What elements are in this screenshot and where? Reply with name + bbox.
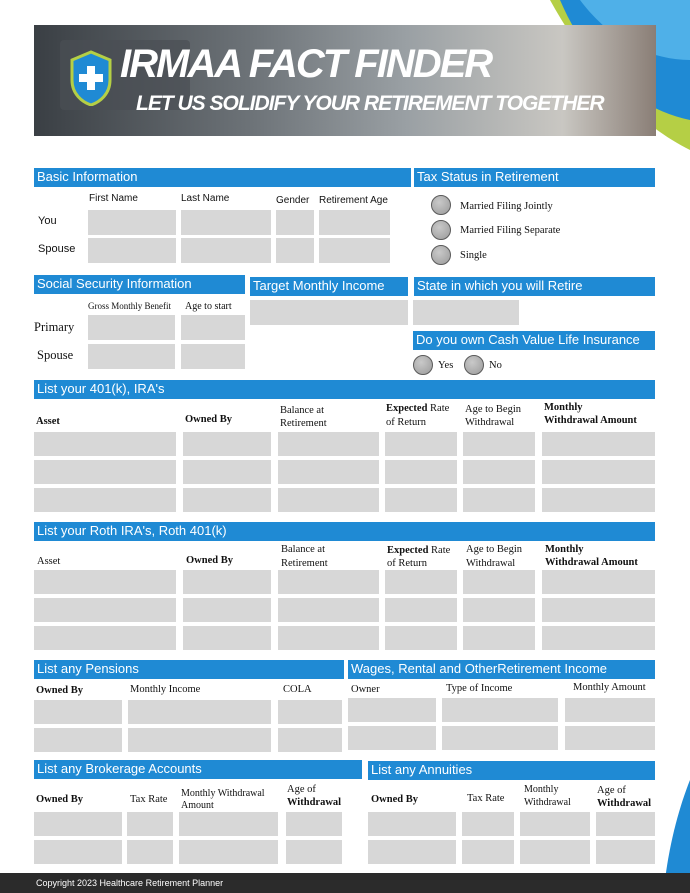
primary-benefit-field[interactable] — [88, 315, 175, 340]
ira-expected-word: Expected — [386, 403, 428, 414]
brokerage-col-owned-by: Owned By — [36, 794, 83, 805]
life-yes-radio[interactable] — [413, 355, 433, 375]
spouse-first-name-field[interactable] — [88, 238, 176, 263]
wages-col-amount: Monthly Amount — [573, 682, 646, 693]
brokerage-col-tax-rate: Tax Rate — [130, 794, 168, 805]
annuities-heading: List any Annuities — [368, 761, 655, 780]
basic-info-heading: Basic Information — [34, 168, 411, 187]
ira-col-return-a — [386, 402, 449, 415]
roth-r3-monthly[interactable] — [542, 626, 655, 650]
ira-r3-return[interactable] — [385, 488, 457, 512]
annuity-r2-owned[interactable] — [368, 840, 456, 864]
footer-copyright: Copyright 2023 Healthcare Retirement Planner — [36, 878, 224, 888]
married-separate-radio[interactable] — [431, 220, 451, 240]
roth-col-monthly-a: Monthly — [545, 544, 584, 555]
header-title: IRMAA FACT FINDER — [120, 42, 492, 86]
roth-col-asset: Asset — [37, 556, 61, 567]
roth-r2-return[interactable] — [385, 598, 457, 622]
wages-heading: Wages, Rental and OtherRetirement Income — [348, 660, 655, 679]
brokerage-heading: List any Brokerage Accounts — [34, 760, 362, 779]
ira-r2-owned[interactable] — [183, 460, 271, 484]
life-no-radio[interactable] — [464, 355, 484, 375]
spouse-benefit-field[interactable] — [88, 344, 175, 369]
roth-col-age-a: Age to Begin — [466, 544, 522, 555]
pensions-heading: List any Pensions — [34, 660, 344, 679]
annuity-r1-withdrawal[interactable] — [520, 812, 590, 836]
annuities-col-withdrawal-a: Monthly — [524, 784, 559, 795]
ira-col-age-b: Withdrawal — [465, 417, 515, 428]
brokerage-col-age-a: Age of — [287, 784, 316, 795]
roth-col-monthly-b: Withdrawal Amount — [545, 557, 638, 568]
brokerage-r2-age[interactable] — [286, 840, 342, 864]
target-income-field[interactable] — [250, 300, 408, 325]
col-gender: Gender — [276, 195, 310, 206]
you-first-name-field[interactable] — [88, 210, 176, 235]
you-gender-field[interactable] — [276, 210, 314, 235]
roth-r1-balance[interactable] — [278, 570, 379, 594]
roth-r1-owned[interactable] — [183, 570, 271, 594]
brokerage-col-withdrawal-a: Monthly Withdrawal — [181, 788, 265, 799]
roth-r1-return[interactable] — [385, 570, 457, 594]
annuity-r2-withdrawal[interactable] — [520, 840, 590, 864]
primary-age-field[interactable] — [181, 315, 245, 340]
ira-col-balance-b: Retirement — [280, 418, 327, 429]
roth-r3-owned[interactable] — [183, 626, 271, 650]
row-you-label: You — [38, 215, 57, 227]
roth-r3-asset[interactable] — [34, 626, 176, 650]
tax-status-heading: Tax Status in Retirement — [414, 168, 655, 187]
state-field[interactable] — [413, 300, 519, 325]
annuity-r2-age[interactable] — [596, 840, 655, 864]
header-subtitle: LET US SOLIDIFY YOUR RETIREMENT TOGETHER — [136, 92, 604, 115]
target-income-heading: Target Monthly Income — [250, 277, 408, 296]
annuity-r1-tax[interactable] — [462, 812, 514, 836]
married-separate-label: Married Filing Separate — [460, 225, 561, 236]
brokerage-r1-tax[interactable] — [127, 812, 173, 836]
pensions-col-cola: COLA — [283, 684, 312, 695]
ira-r2-monthly[interactable] — [542, 460, 655, 484]
social-security-heading: Social Security Information — [34, 275, 245, 294]
ira-heading: List your 401(k), IRA's — [34, 380, 655, 399]
col-retirement-age: Retirement Age — [319, 195, 388, 206]
wages-col-type: Type of Income — [446, 683, 513, 694]
ira-r2-return[interactable] — [385, 460, 457, 484]
corner-swoosh-bottom — [655, 780, 690, 880]
row-primary-label: Primary — [34, 320, 75, 334]
spouse-gender-field[interactable] — [276, 238, 314, 263]
annuities-col-withdrawal-b: Withdrawal — [524, 797, 571, 808]
roth-r2-age[interactable] — [463, 598, 535, 622]
annuities-col-age-b: Withdrawal — [597, 798, 652, 809]
annuity-r2-tax[interactable] — [462, 840, 514, 864]
ira-col-return-b: of Return — [386, 417, 426, 428]
roth-col-return-a — [387, 544, 450, 557]
col-last-name: Last Name — [181, 193, 230, 204]
wages-r2-type[interactable] — [442, 726, 558, 750]
roth-r3-balance[interactable] — [278, 626, 379, 650]
roth-r3-return[interactable] — [385, 626, 457, 650]
ira-r2-age[interactable] — [463, 460, 535, 484]
brokerage-r2-owned[interactable] — [34, 840, 122, 864]
annuities-col-owned-by: Owned By — [371, 794, 418, 805]
annuities-col-tax-rate: Tax Rate — [467, 793, 505, 804]
ira-rate-word: Rate — [430, 403, 450, 414]
ira-r3-owned[interactable] — [183, 488, 271, 512]
brokerage-r1-age[interactable] — [286, 812, 342, 836]
roth-col-age-b: Withdrawal — [466, 558, 516, 569]
spouse-age-field[interactable] — [181, 344, 245, 369]
ira-col-monthly-b: Withdrawal Amount — [544, 415, 637, 426]
ira-r1-age[interactable] — [463, 432, 535, 456]
wages-r2-owner[interactable] — [348, 726, 436, 750]
roth-col-return-b: of Return — [387, 558, 427, 569]
roth-r3-age[interactable] — [463, 626, 535, 650]
brokerage-col-withdrawal-b: Amount — [181, 800, 214, 811]
wages-col-owner: Owner — [351, 684, 380, 695]
brokerage-r2-withdrawal[interactable] — [179, 840, 278, 864]
ira-col-asset: Asset — [36, 416, 60, 427]
married-jointly-radio[interactable] — [431, 195, 451, 215]
single-radio[interactable] — [431, 245, 451, 265]
shield-logo-icon — [70, 50, 112, 106]
ira-r2-balance[interactable] — [278, 460, 379, 484]
roth-col-owned-by: Owned By — [186, 555, 233, 566]
ira-col-monthly-a: Monthly — [544, 402, 583, 413]
ira-r1-asset[interactable] — [34, 432, 176, 456]
spouse-retirement-age-field[interactable] — [319, 238, 390, 263]
single-label: Single — [460, 250, 487, 261]
brokerage-r1-withdrawal[interactable] — [179, 812, 278, 836]
ira-col-owned-by: Owned By — [185, 414, 232, 425]
spouse-last-name-field[interactable] — [181, 238, 271, 263]
ira-r1-owned[interactable] — [183, 432, 271, 456]
roth-r2-monthly[interactable] — [542, 598, 655, 622]
you-last-name-field[interactable] — [181, 210, 271, 235]
ira-r1-monthly[interactable] — [542, 432, 655, 456]
row-spouse-label: Spouse — [38, 243, 76, 255]
annuity-r1-age[interactable] — [596, 812, 655, 836]
wages-r2-amount[interactable] — [565, 726, 655, 750]
brokerage-col-age-b: Withdrawal — [287, 797, 342, 808]
life-yes-label: Yes — [438, 360, 454, 371]
pension-r1-owned[interactable] — [34, 700, 122, 724]
roth-col-balance-b: Retirement — [281, 558, 328, 569]
row-ss-spouse-label: Spouse — [37, 348, 74, 362]
col-first-name: First Name — [89, 193, 138, 204]
pension-r2-monthly[interactable] — [128, 728, 271, 752]
ira-r2-asset[interactable] — [34, 460, 176, 484]
ira-r3-monthly[interactable] — [542, 488, 655, 512]
annuity-r1-owned[interactable] — [368, 812, 456, 836]
you-retirement-age-field[interactable] — [319, 210, 390, 235]
pension-r2-owned[interactable] — [34, 728, 122, 752]
ira-r1-balance[interactable] — [278, 432, 379, 456]
wages-r1-type[interactable] — [442, 698, 558, 722]
ira-r3-balance[interactable] — [278, 488, 379, 512]
pension-r1-monthly[interactable] — [128, 700, 271, 724]
annuities-col-age-a: Age of — [597, 785, 626, 796]
pensions-col-monthly: Monthly Income — [130, 684, 201, 695]
ira-col-age-a: Age to Begin — [465, 404, 521, 415]
ira-r3-age[interactable] — [463, 488, 535, 512]
roth-heading: List your Roth IRA's, Roth 401(k) — [34, 522, 655, 541]
wages-r1-amount[interactable] — [565, 698, 655, 722]
roth-r1-age[interactable] — [463, 570, 535, 594]
life-insurance-heading: Do you own Cash Value Life Insurance — [413, 331, 655, 350]
roth-r2-asset[interactable] — [34, 598, 176, 622]
brokerage-r2-tax[interactable] — [127, 840, 173, 864]
brokerage-r1-owned[interactable] — [34, 812, 122, 836]
ira-r1-return[interactable] — [385, 432, 457, 456]
roth-expected-word: Expected — [387, 545, 429, 556]
roth-r1-monthly[interactable] — [542, 570, 655, 594]
roth-rate-word: Rate — [431, 545, 451, 556]
pension-r1-cola[interactable] — [278, 700, 342, 724]
ira-col-balance-a: Balance at — [280, 405, 325, 416]
pensions-col-owned-by: Owned By — [36, 685, 83, 696]
roth-r2-owned[interactable] — [183, 598, 271, 622]
roth-col-balance-a: Balance at — [281, 544, 326, 555]
col-gross-benefit: Gross Monthly Benefit — [88, 301, 171, 311]
wages-r1-owner[interactable] — [348, 698, 436, 722]
married-jointly-label: Married Filing Jointly — [460, 201, 553, 212]
col-age-to-start: Age to start — [185, 301, 232, 312]
roth-r2-balance[interactable] — [278, 598, 379, 622]
roth-r1-asset[interactable] — [34, 570, 176, 594]
ira-r3-asset[interactable] — [34, 488, 176, 512]
life-no-label: No — [489, 360, 502, 371]
state-heading: State in which you will Retire — [414, 277, 655, 296]
pension-r2-cola[interactable] — [278, 728, 342, 752]
